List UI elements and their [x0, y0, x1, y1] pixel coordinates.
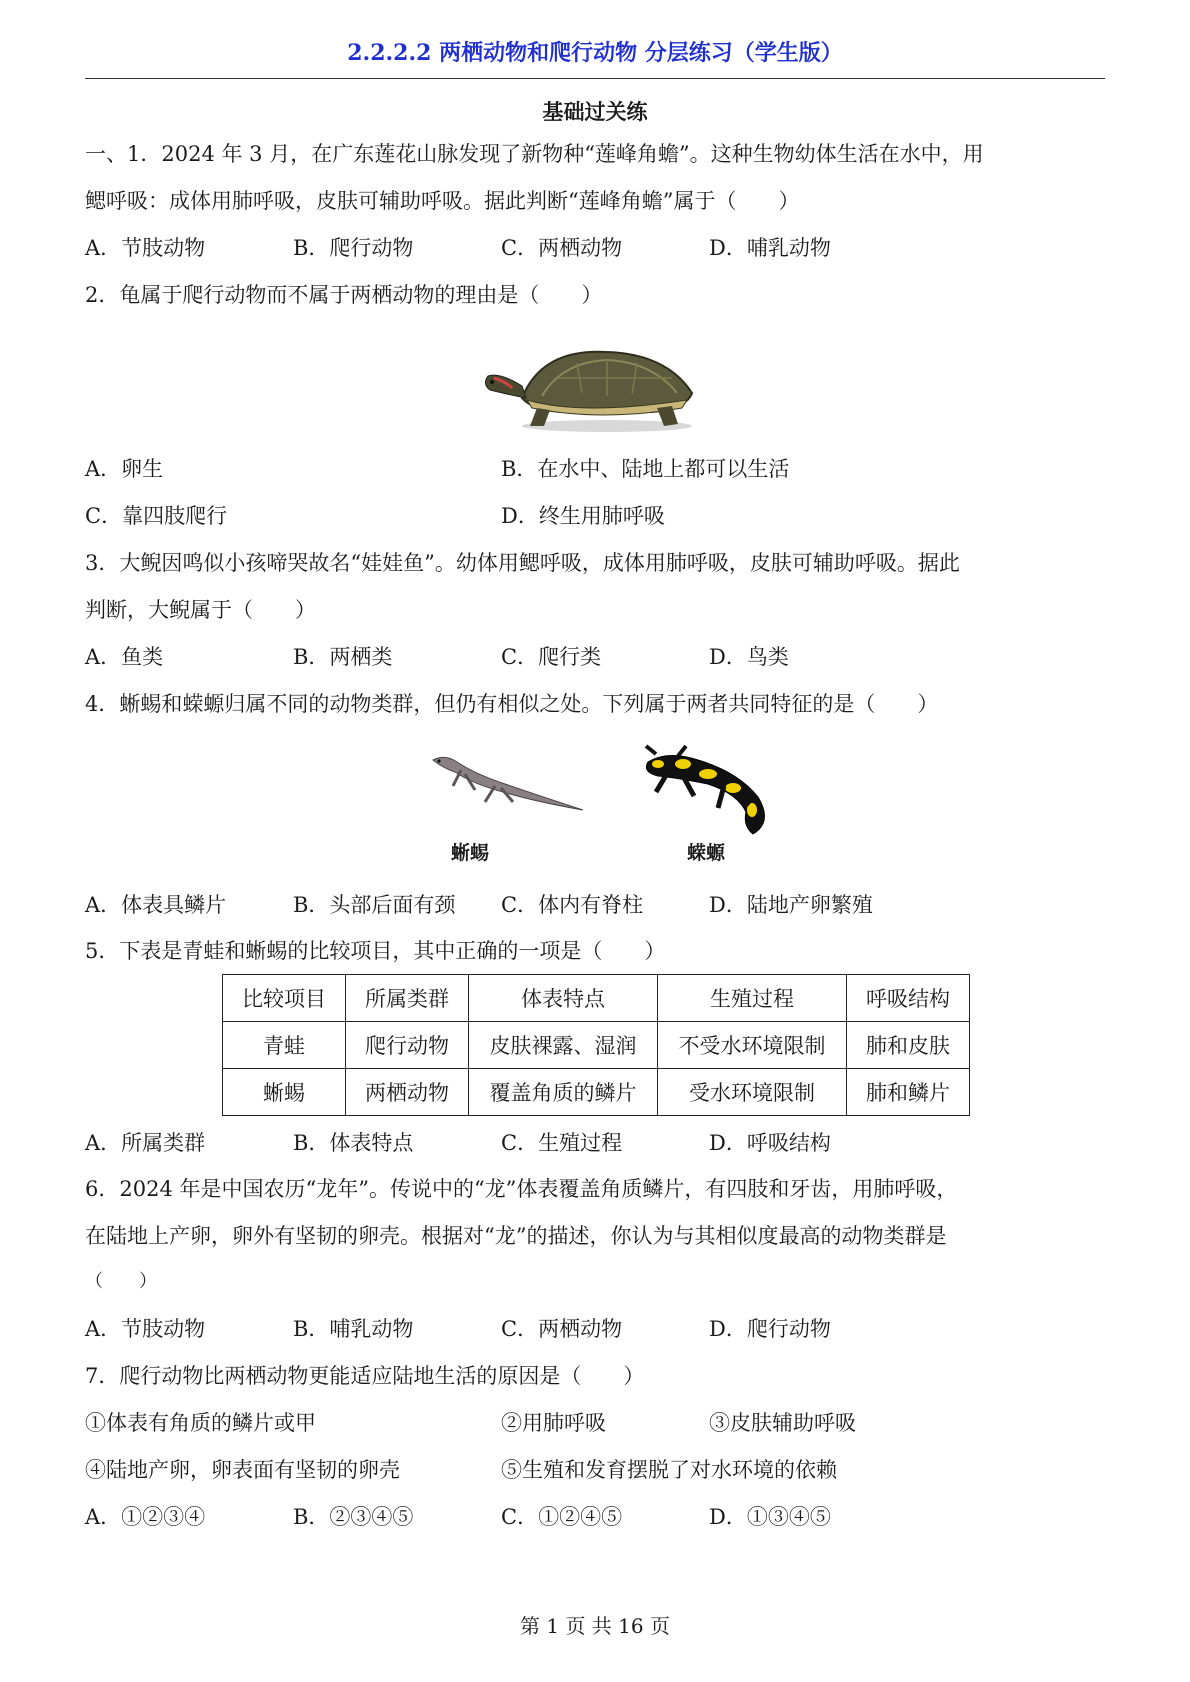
table-header-cell: 所属类群 [346, 975, 469, 1022]
q7-item-5: ⑤生殖和发育摆脱了对水环境的依赖 [501, 1458, 837, 1482]
table-cell: 肺和皮肤 [847, 1022, 970, 1069]
salamander-image [628, 742, 778, 842]
turtle-image [482, 338, 704, 434]
q1-option-d: D．哺乳动物 [709, 236, 831, 260]
question-3-line-1: 3．大鲵因鸣似小孩啼哭故名“娃娃鱼”。幼体用鳃呼吸，成体用肺呼吸，皮肤可辅助呼吸。据此 [85, 551, 960, 575]
table-cell: 受水环境限制 [658, 1069, 847, 1116]
q5-option-d: D．呼吸结构 [709, 1131, 831, 1155]
lizard-image [425, 750, 585, 820]
q7-item-2: ②用肺呼吸 [501, 1411, 606, 1435]
section-title: 基础过关练 [542, 100, 648, 124]
q2-option-a: A．卵生 [85, 457, 164, 481]
table-header-cell: 体表特点 [469, 975, 658, 1022]
question-6-line-1: 6．2024 年是中国农历“龙年”。传说中的“龙”体表覆盖角质鳞片，有四肢和牙齿，用肺呼吸， [85, 1177, 958, 1201]
table-cell: 青蛙 [223, 1022, 346, 1069]
question-6-line-3: （ ） [85, 1271, 157, 1292]
table-header-row [223, 975, 970, 1022]
page-title: 2.2.2.2 两栖动物和爬行动物 分层练习（学生版） [347, 40, 843, 66]
question-4-line-1: 4．蜥蜴和蝾螈归属不同的动物类群，但仍有相似之处。下列属于两者共同特征的是（ ） [85, 692, 939, 716]
q2-option-b: B．在水中、陆地上都可以生活 [501, 457, 790, 481]
table-header-cell: 比较项目 [223, 975, 346, 1022]
q1-option-c: C．两栖动物 [501, 236, 623, 260]
table-cell: 肺和鳞片 [847, 1069, 970, 1116]
table-cell: 爬行动物 [346, 1022, 469, 1069]
q7-option-b: B．②③④⑤ [293, 1505, 414, 1529]
question-6-line-2: 在陆地上产卵，卵外有坚韧的卵壳。根据对“龙”的描述，你认为与其相似度最高的动物类群是 [85, 1224, 947, 1248]
comparison-table [222, 974, 970, 1116]
q4-option-a: A．体表具鳞片 [85, 893, 227, 917]
question-7-line-1: 7．爬行动物比两栖动物更能适应陆地生活的原因是（ ） [85, 1364, 645, 1388]
q7-item-4: ④陆地产卵，卵表面有坚韧的卵壳 [85, 1458, 400, 1482]
q2-option-c: C．靠四肢爬行 [85, 504, 228, 528]
table-cell: 蜥蜴 [223, 1069, 346, 1116]
table-header-cell: 生殖过程 [658, 975, 847, 1022]
question-2-line-1: 2．龟属于爬行动物而不属于两栖动物的理由是（ ） [85, 283, 603, 307]
table-row [223, 1069, 970, 1116]
q6-option-b: B．哺乳动物 [293, 1317, 414, 1341]
table-cell: 不受水环境限制 [658, 1022, 847, 1069]
page-footer: 第 1 页 共 16 页 [520, 1614, 670, 1638]
question-1-line-2: 鳃呼吸：成体用肺呼吸，皮肤可辅助呼吸。据此判断“莲峰角蟾”属于（ ） [85, 189, 800, 213]
q4-option-b: B．头部后面有颈 [293, 893, 456, 917]
table-cell: 覆盖角质的鳞片 [469, 1069, 658, 1116]
question-1-line-1: 一、1．2024 年 3 月，在广东莲花山脉发现了新物种“莲峰角蟾”。这种生物幼体生活在水中，用 [85, 142, 984, 166]
q1-option-b: B．爬行动物 [293, 236, 414, 260]
table-cell: 两栖动物 [346, 1069, 469, 1116]
question-5-line-1: 5．下表是青蛙和蜥蜴的比较项目，其中正确的一项是（ ） [85, 939, 666, 963]
q6-option-d: D．爬行动物 [709, 1317, 831, 1341]
question-3-line-2: 判断，大鲵属于（ ） [85, 598, 316, 622]
q5-option-b: B．体表特点 [293, 1131, 414, 1155]
table-cell: 皮肤裸露、湿润 [469, 1022, 658, 1069]
table-header-cell: 呼吸结构 [847, 975, 970, 1022]
q2-option-d: D．终生用肺呼吸 [501, 504, 665, 528]
q7-option-a: A．①②③④ [85, 1505, 206, 1529]
q3-option-c: C．爬行类 [501, 645, 602, 669]
q7-option-d: D．①③④⑤ [709, 1505, 831, 1529]
q4-option-d: D．陆地产卵繁殖 [709, 893, 873, 917]
q7-option-c: C．①②④⑤ [501, 1505, 623, 1529]
q6-option-c: C．两栖动物 [501, 1317, 623, 1341]
q1-option-a: A．节肢动物 [85, 236, 206, 260]
q3-option-a: A．鱼类 [85, 645, 164, 669]
q7-item-3: ③皮肤辅助呼吸 [709, 1411, 856, 1435]
q3-option-b: B．两栖类 [293, 645, 393, 669]
q3-option-d: D．鸟类 [709, 645, 789, 669]
q7-item-1: ①体表有角质的鳞片或甲 [85, 1411, 316, 1435]
salamander-caption: 蝾螈 [687, 842, 726, 864]
q5-option-c: C．生殖过程 [501, 1131, 623, 1155]
table-row [223, 1022, 970, 1069]
q6-option-a: A．节肢动物 [85, 1317, 206, 1341]
q5-option-a: A．所属类群 [85, 1131, 206, 1155]
lizard-caption: 蜥蜴 [451, 842, 490, 864]
q4-option-c: C．体内有脊柱 [501, 893, 644, 917]
header-divider [85, 78, 1105, 79]
